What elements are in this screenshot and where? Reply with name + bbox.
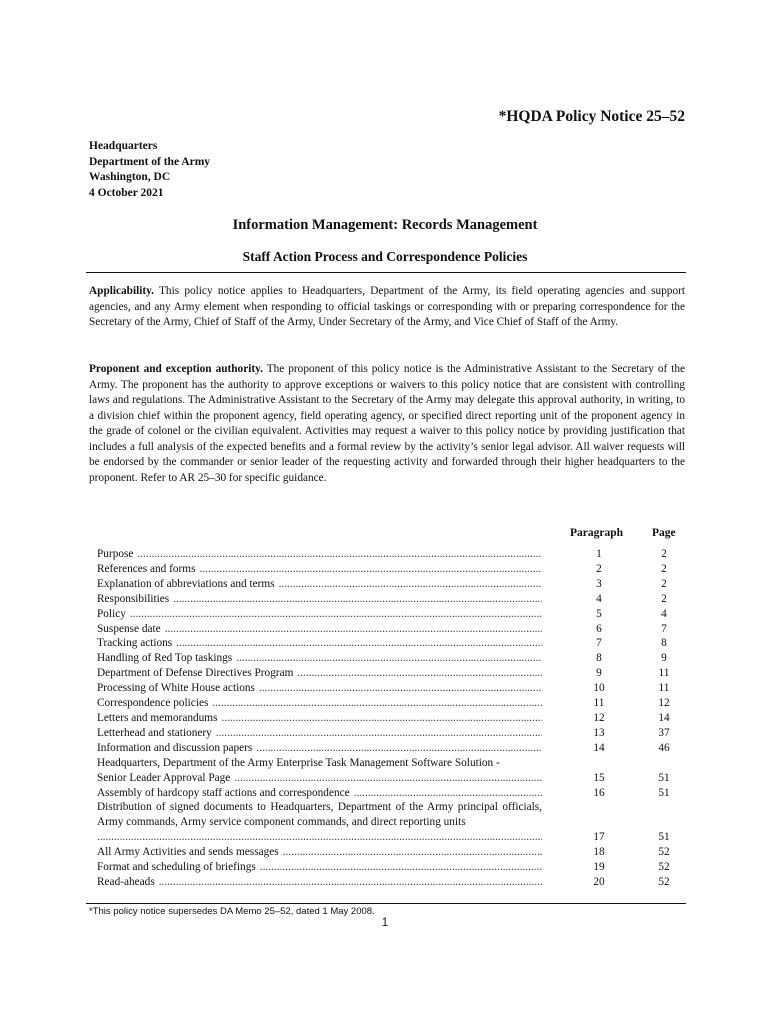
toc-page-number: 2 [661,592,667,605]
dot-leader [283,845,542,860]
toc-page-number: 51 [658,831,670,844]
proponent-paragraph [89,362,685,486]
toc-page-number: 11 [658,667,670,680]
toc-entry-title: Headquarters, Department of the Army Enterprise Task Management Software Solution - [97,756,500,769]
toc-entry[interactable] [97,711,682,726]
toc-page-number: 2 [661,548,667,560]
toc-page-number: 46 [658,741,670,754]
toc-page-number: 2 [661,577,667,590]
title-divider [86,272,686,273]
toc-entry[interactable] [97,741,682,756]
toc-entry-title: Purpose [97,548,134,560]
dot-leader [159,875,542,890]
dot-leader [297,666,542,681]
toc-entry[interactable] [97,636,682,651]
dot-leader [279,577,542,592]
toc-paragraph-number: 7 [596,637,602,650]
dot-leader [236,651,542,666]
toc-entry[interactable] [97,592,682,607]
toc-entry-title: References and forms [97,562,196,575]
toc-page-number: 2 [661,562,667,575]
page-number: 1 [381,917,389,929]
toc-page-number: 4 [661,607,667,620]
table-of-contents [97,547,682,890]
applicability-text: This policy notice applies to Headquarters, Department of the Army, its field operating agencies and support agencies, and any Army element when responding to official taskings or corresponding with or preparing correspondence for the Secretary of the Army, Chief of Staff of the Army, Under Secretary of the Army, and Vice Chief of Staff of the Army. [89,285,685,328]
toc-entry-title: Suspense date [97,622,161,635]
document-subtitle: Staff Action Process and Correspondence Policies [242,249,528,264]
toc-entry[interactable] [97,681,682,696]
toc-page-number: 52 [658,875,670,888]
toc-paragraph-number: 15 [593,771,605,784]
toc-entry-title: Read-aheads [97,875,155,888]
toc-entry[interactable] [97,651,682,666]
proponent-label: Proponent and exception authority. [89,363,263,375]
toc-entry-title: Department of Defense Directives Program [97,667,294,680]
dot-leader [200,562,543,577]
toc-paragraph-number: 12 [593,711,605,724]
toc-entry-title: Distribution of signed documents to Headquarters, Department of the Army principal officials, Army commands, Army service component commands, and direct reporting units [97,801,542,829]
toc-entry[interactable] [97,800,682,845]
toc-paragraph-number: 14 [593,741,605,754]
supersession-footnote: *This policy notice supersedes DA Memo 25–52, dated 1 May 2008. [89,906,375,917]
toc-page-number: 9 [661,652,667,665]
toc-entry[interactable] [97,622,682,637]
toc-paragraph-number: 1 [596,548,602,560]
toc-entry-title: All Army Activities and sends messages [97,846,279,859]
toc-entry[interactable] [97,547,682,562]
toc-paragraph-number: 11 [593,697,605,710]
dot-leader [221,711,542,726]
toc-paragraph-number: 9 [596,667,602,680]
toc-entry-title: Policy [97,607,126,620]
toc-entry-title: Tracking actions [97,637,173,650]
toc-entry-title: Explanation of abbreviations and terms [97,577,275,590]
toc-entry[interactable] [97,786,682,801]
toc-entry-title: Letters and memorandums [97,711,218,724]
toc-entry[interactable] [97,845,682,860]
issue-date: 4 October 2021 [89,186,164,199]
toc-entry[interactable] [97,860,682,875]
toc-page-number: 12 [658,697,670,710]
toc-entry[interactable] [97,666,682,681]
dot-leader [173,592,542,607]
dot-leader [165,622,542,637]
org-line: Washington, DC [89,171,171,183]
toc-entry-title: Responsibilities [97,592,170,605]
toc-entry[interactable] [97,726,682,741]
org-line: Headquarters [89,140,158,152]
toc-entry-title: Correspondence policies [97,697,209,710]
footnote-divider [86,903,686,904]
org-line: Department of the Army [89,155,211,168]
toc-paragraph-number: 5 [596,607,602,620]
dot-leader [260,860,542,875]
toc-header-page: Page [652,527,676,539]
toc-entry-title: Processing of White House actions [97,682,255,695]
toc-paragraph-number: 2 [596,562,602,575]
toc-paragraph-number: 18 [593,846,605,859]
toc-page-number: 7 [661,622,667,635]
toc-page-number: 51 [658,771,670,784]
toc-paragraph-number: 16 [593,786,605,799]
dot-leader [354,786,542,801]
dot-leader [137,547,542,562]
dot-leader [259,681,542,696]
toc-entry[interactable] [97,756,682,786]
toc-entry[interactable] [97,577,682,592]
toc-paragraph-number: 6 [596,622,602,635]
dot-leader [97,830,542,845]
toc-header-paragraph: Paragraph [570,527,624,539]
dot-leader [216,726,542,741]
toc-page-number: 51 [658,786,670,799]
toc-paragraph-number: 13 [593,726,605,739]
policy-notice-number: *HQDA Policy Notice 25–52 [498,108,685,125]
dot-leader [234,771,542,786]
toc-page-number: 14 [658,711,670,724]
proponent-text: The proponent of this policy notice is the Administrative Assistant to the Secretary of the Army. The proponent has the authority to approve exceptions or waivers to this policy notice that are consistent with controlling laws and regulations. The Administrative Assistant to the Secretary of the Army may delegate this approval authority, in writing, to a division chief within the proponent agency, field operating agency, or specified direct reporting unit of the proponent agency in the grade of colonel or the civilian equivalent. Activities may request a waiver to this policy notice by providing justification that includes a full analysis of the expected benefits and a formal review by the activity’s senior legal advisor. All waiver requests will be endorsed by the commander or senior leader of the requesting activity and forwarded through their higher headquarters to the proponent. Refer to AR 25–30 for specific guidance. [89,363,686,484]
toc-entry[interactable] [97,875,682,890]
toc-page-number: 37 [658,726,670,739]
applicability-label: Applicability. [89,285,154,297]
toc-paragraph-number: 3 [596,577,602,590]
toc-entry-title: Letterhead and stationery [97,726,212,739]
toc-page-number: 8 [661,637,667,650]
dot-leader [256,741,542,756]
toc-entry[interactable] [97,607,682,622]
toc-entry-title: Information and discussion papers [97,741,253,754]
toc-paragraph-number: 4 [596,592,602,605]
toc-entry[interactable] [97,562,682,577]
toc-paragraph-number: 19 [593,861,605,874]
toc-entry-title: Format and scheduling of briefings [97,861,256,874]
toc-paragraph-number: 17 [593,831,605,844]
toc-paragraph-number: 10 [593,682,605,695]
applicability-paragraph [89,284,685,331]
dot-leader [176,636,542,651]
toc-entry-title: Handling of Red Top taskings [97,652,233,665]
toc-paragraph-number: 8 [596,652,602,665]
toc-page-number: 52 [658,861,670,874]
dot-leader [130,607,542,622]
toc-entry-title: Senior Leader Approval Page [97,771,231,784]
dot-leader [212,696,542,711]
toc-entry[interactable] [97,696,682,711]
toc-page-number: 11 [658,682,670,695]
document-title: Information Management: Records Management [232,217,538,233]
issuing-office-block [89,139,210,201]
toc-page-number: 52 [658,846,670,859]
toc-entry-title: Assembly of hardcopy staff actions and correspondence [97,786,350,799]
toc-paragraph-number: 20 [593,875,605,888]
